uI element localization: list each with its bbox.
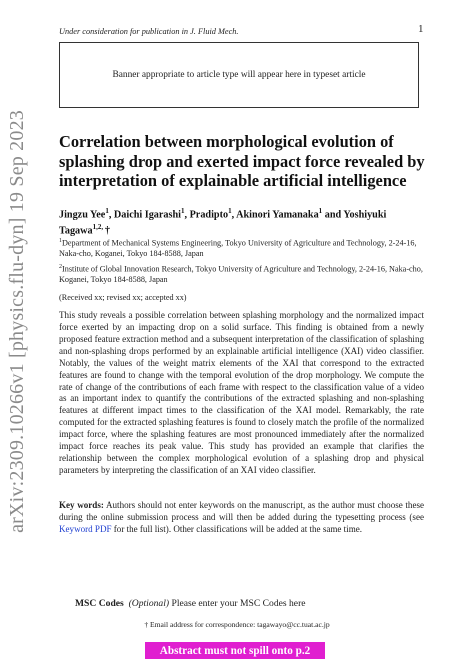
page-number: 1: [418, 23, 424, 35]
author-list: Jingzu Yee$^1$, Daichi Igarashi$^1$, Pradipto$^1$, Akinori Yamanaka$^1$ and Yoshiyuki Tagawa$^{1,2,}$ †: [59, 207, 387, 237]
author-affil-mark: 1: [180, 207, 185, 215]
affiliation-2: [59, 262, 424, 286]
arxiv-identifier-stamp: [2, 92, 32, 550]
author-name: Yoshiyuki Tagawa: [59, 209, 387, 237]
msc-codes-line: [75, 598, 306, 609]
correspondence-footnote: † Email address for correspondence: tagawayo@cc.tuat.ac.jp: [144, 620, 330, 629]
keywords-label: Key words:: [59, 500, 104, 510]
warning-text: Abstract must not spill onto p.2: [159, 644, 311, 657]
author-affil-mark: 1: [228, 207, 232, 215]
affiliation-text: Department of Mechanical Systems Engineering, Tokyo University of Agriculture and Technology, 2-24-16, Naka-cho, Koganei, Tokyo 184-8588, Japan: [59, 238, 417, 259]
keywords-text: Authors should not enter keywords on the manuscript, as the author must choose these during the online submission process and will then be added during the typesetting process (see: [59, 500, 424, 522]
banner-text: Banner appropriate to article type will appear here in typeset article: [112, 70, 366, 80]
affiliation-mark: 2: [59, 264, 62, 270]
affiliation-1: [59, 236, 424, 260]
author-name: Akinori Yamanaka: [236, 209, 319, 221]
abstract-overflow-warning: [145, 642, 325, 659]
affiliation-text: Institute of Global Innovation Research, Tokyo University of Agriculture and Technology, 2-24-16, Naka-cho, Koganei, Tokyo 184-8588, Japan: [59, 264, 423, 285]
corresponding-author-mark: †: [104, 225, 110, 237]
journal-header-note: Under consideration for publication in J. Fluid Mech.: [59, 27, 239, 36]
author-name: Daichi Igarashi: [113, 209, 181, 221]
author-affil-mark: 1,2,: [92, 223, 105, 232]
msc-optional: (Optional): [128, 598, 170, 609]
received-dates: (Received xx; revised xx; accepted xx): [59, 293, 187, 302]
article-banner-placeholder: [59, 42, 419, 108]
msc-text: Please enter your MSC Codes here: [171, 598, 306, 609]
author-affil-mark: 1: [105, 207, 109, 215]
paper-title: Correlation between morphological evolution of splashing drop and exerted impact force revealed by interpretation of explainable artificial intelligence: [59, 132, 425, 191]
abstract: This study reveals a possible correlation between splashing morphology and the normalized impact force exerted by an impacting drop on a solid surface. This finding is obtained from a newly proposed feature extraction method and a subsequent interpretation of the classification of splashing and non-splashing drops performed by an explainable artificial intelligence (XAI) video classifier. Notably, the values of the weight matrix elements of the XAI that correspond to the extracted features are found to change with the temporal evolution of the drop morphology. We compute the rate of change of the contributions of each frame with respect to the classification value of a video as an important index to quantify the contributions of the extracted splashing and non-splashing features at different impact times to the classification of the XAI model. Remarkably, the rate computed for the extracted splashing features is found to closely match the profile of the normalized impact force, where the splashing features are most pronounced immediately after the normalized impact force reaches its peak value. This study has provided an example that clarifies the relationship between the complex morphological evolution of a splashing drop and physical parameters by interpreting the classification of an XAI video classifier.: [59, 310, 424, 475]
affiliation-mark: 1: [59, 238, 62, 244]
keywords-paragraph: [59, 500, 424, 536]
author-name: Pradipto: [189, 209, 229, 221]
author-name: Jingzu Yee: [59, 209, 106, 221]
msc-label: MSC Codes: [75, 598, 124, 609]
arxiv-stamp-text: arXiv:2309.10266v1 [physics.flu-dyn] 19 Sep 2023: [5, 109, 28, 533]
keywords-text-end: for the full list). Other classifications will be added at the same time.: [111, 523, 363, 534]
author-affil-mark: 1: [318, 207, 323, 215]
keyword-pdf-link[interactable]: Keyword PDF: [59, 523, 112, 534]
